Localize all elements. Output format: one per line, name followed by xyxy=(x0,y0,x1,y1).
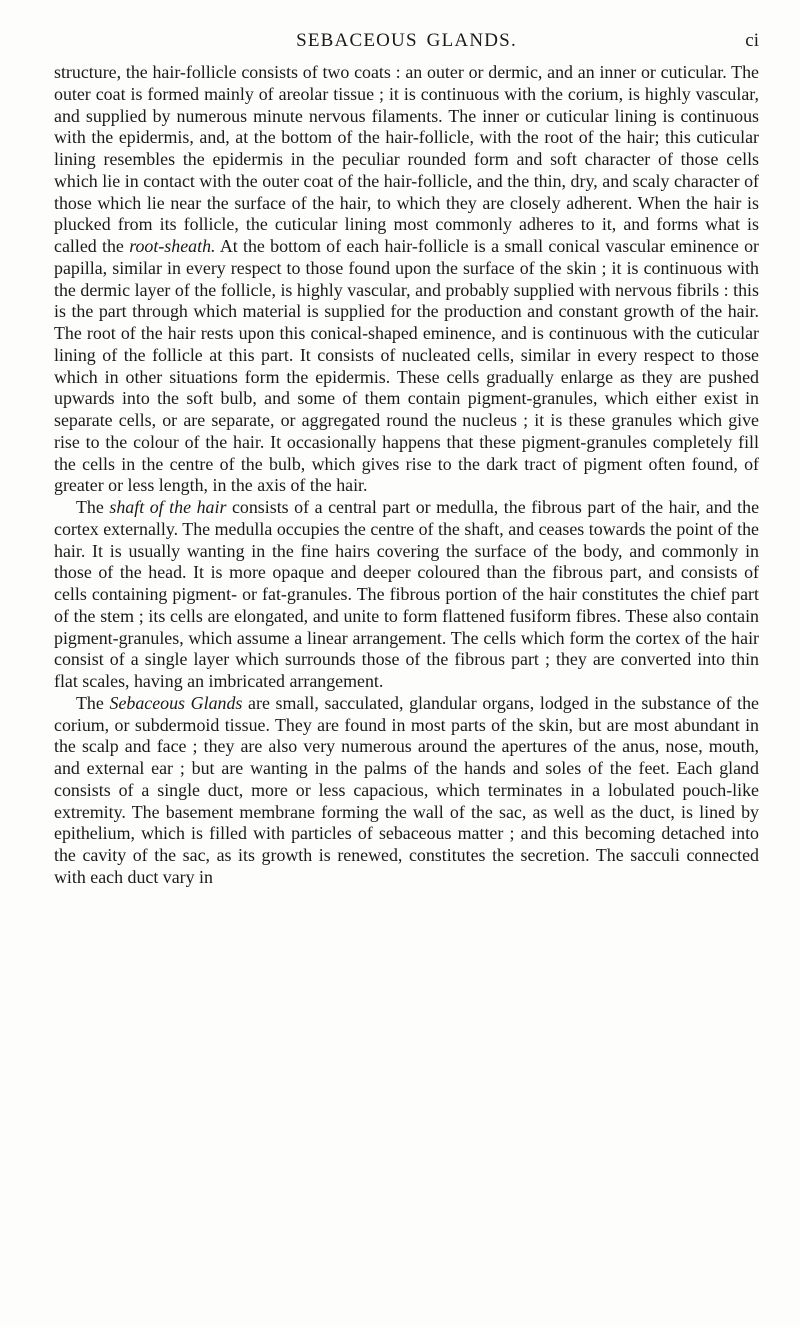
paragraph-hair-follicle xyxy=(54,62,759,497)
italic-term-root-sheath: root-sheath. xyxy=(129,236,216,256)
paragraph-text: consists of a central part or medulla, the fibrous part of the hair, and the cortex externally. The medulla occupies the centre of the shaft, and ceases towards the point of the hair. It is usually wanting in the fine hairs covering the surface of the body, and commonly in those of the head. It is more opaque and deeper coloured than the fibrous part, and consists of cells containing pigment- or fat-granules. The fibrous portion of the hair constitutes the chief part of the stem ; its cells are elongated, and unite to form flattened fusiform fibres. These also contain pigment-granules, which assume a linear arrangement. The cells which form the cortex of the hair consist of a single layer which surrounds those of the fibrous part ; they are converted into thin flat scales, having an imbricated arrangement. xyxy=(54,497,760,691)
paragraph-text: are small, sacculated, glandular organs, lodged in the substance of the corium, or subdermoid tissue. They are found in most parts of the skin, but are most abundant in the scalp and face ; they are also very numerous around the apertures of the anus, nose, mouth, and external ear ; but are wanting in the palms of the hands and soles of the feet. Each gland consists of a single duct, more or less capacious, which terminates in a lobulated pouch-like extremity. The basement membrane forming the wall of the sac, as well as the duct, is lined by epithelium, which is filled with particles of sebaceous matter ; and this becoming detached into the cavity of the sac, as its growth is renewed, constitutes the secretion. The sacculi connected with each duct vary in xyxy=(54,692,759,887)
paragraph-text: The xyxy=(76,497,110,517)
paragraph-sebaceous-glands xyxy=(54,693,759,889)
italic-term-shaft-of-the-hair: shaft of the hair xyxy=(109,497,227,517)
paragraph-text: At the bottom of each hair-follicle is a small conical vascular eminence or papilla, similar in every respect to those found upon the surface of the skin ; it is continuous with the dermic layer of the follicle, is highly vascular, and probably supplied with nervous fibrils : this is the part through which material is supplied for the production and constant growth of the hair. The root of the hair rests upon this conical-shaped eminence, and is continuous with the cuticular lining of the follicle at this part. It consists of nucleated cells, similar in every respect to those which in other situations form the epidermis. These cells gradually enlarge as they are pushed upwards into the soft bulb, and some of them contain pigment-granules, which either exist in separate cells, or are separate, or aggregated round the nucleus ; it is these granules which give rise to the colour of the hair. It occasionally happens that these pigment-granules completely fill the cells in the centre of the bulb, which gives rise to the dark tract of pigment often found, of greater or less length, in the axis of the hair. xyxy=(54,236,760,496)
page-number: ci xyxy=(745,30,759,51)
italic-term-sebaceous-glands: Sebaceous Glands xyxy=(109,692,243,713)
body-text xyxy=(54,62,759,889)
paragraph-text: structure, the hair-follicle consists of two coats : an outer or dermic, and an inner or cuticular. The outer coat is formed mainly of areolar tissue ; it is continuous with the corium, is highly vascular, and supplied by numerous minute nervous filaments. The inner or cuticular lining is continuous with the epidermis, and, at the bottom of the hair-follicle, with the root of the hair; this cuticular lining resembles the epidermis in the peculiar rounded form and soft character of those cells which lie in contact with the outer coat of the hair-follicle, and the thin, dry, and scaly character of those which lie near the surface of the hair, to which they are closely adherent. When the hair is plucked from its follicle, the cuticular lining most commonly adheres to it, and forms what is called the xyxy=(54,62,759,256)
running-head xyxy=(54,30,759,56)
paragraph-text: The xyxy=(76,692,110,713)
page-title: SEBACEOUS GLANDS. xyxy=(296,30,517,51)
paragraph-shaft-of-hair xyxy=(54,497,759,693)
